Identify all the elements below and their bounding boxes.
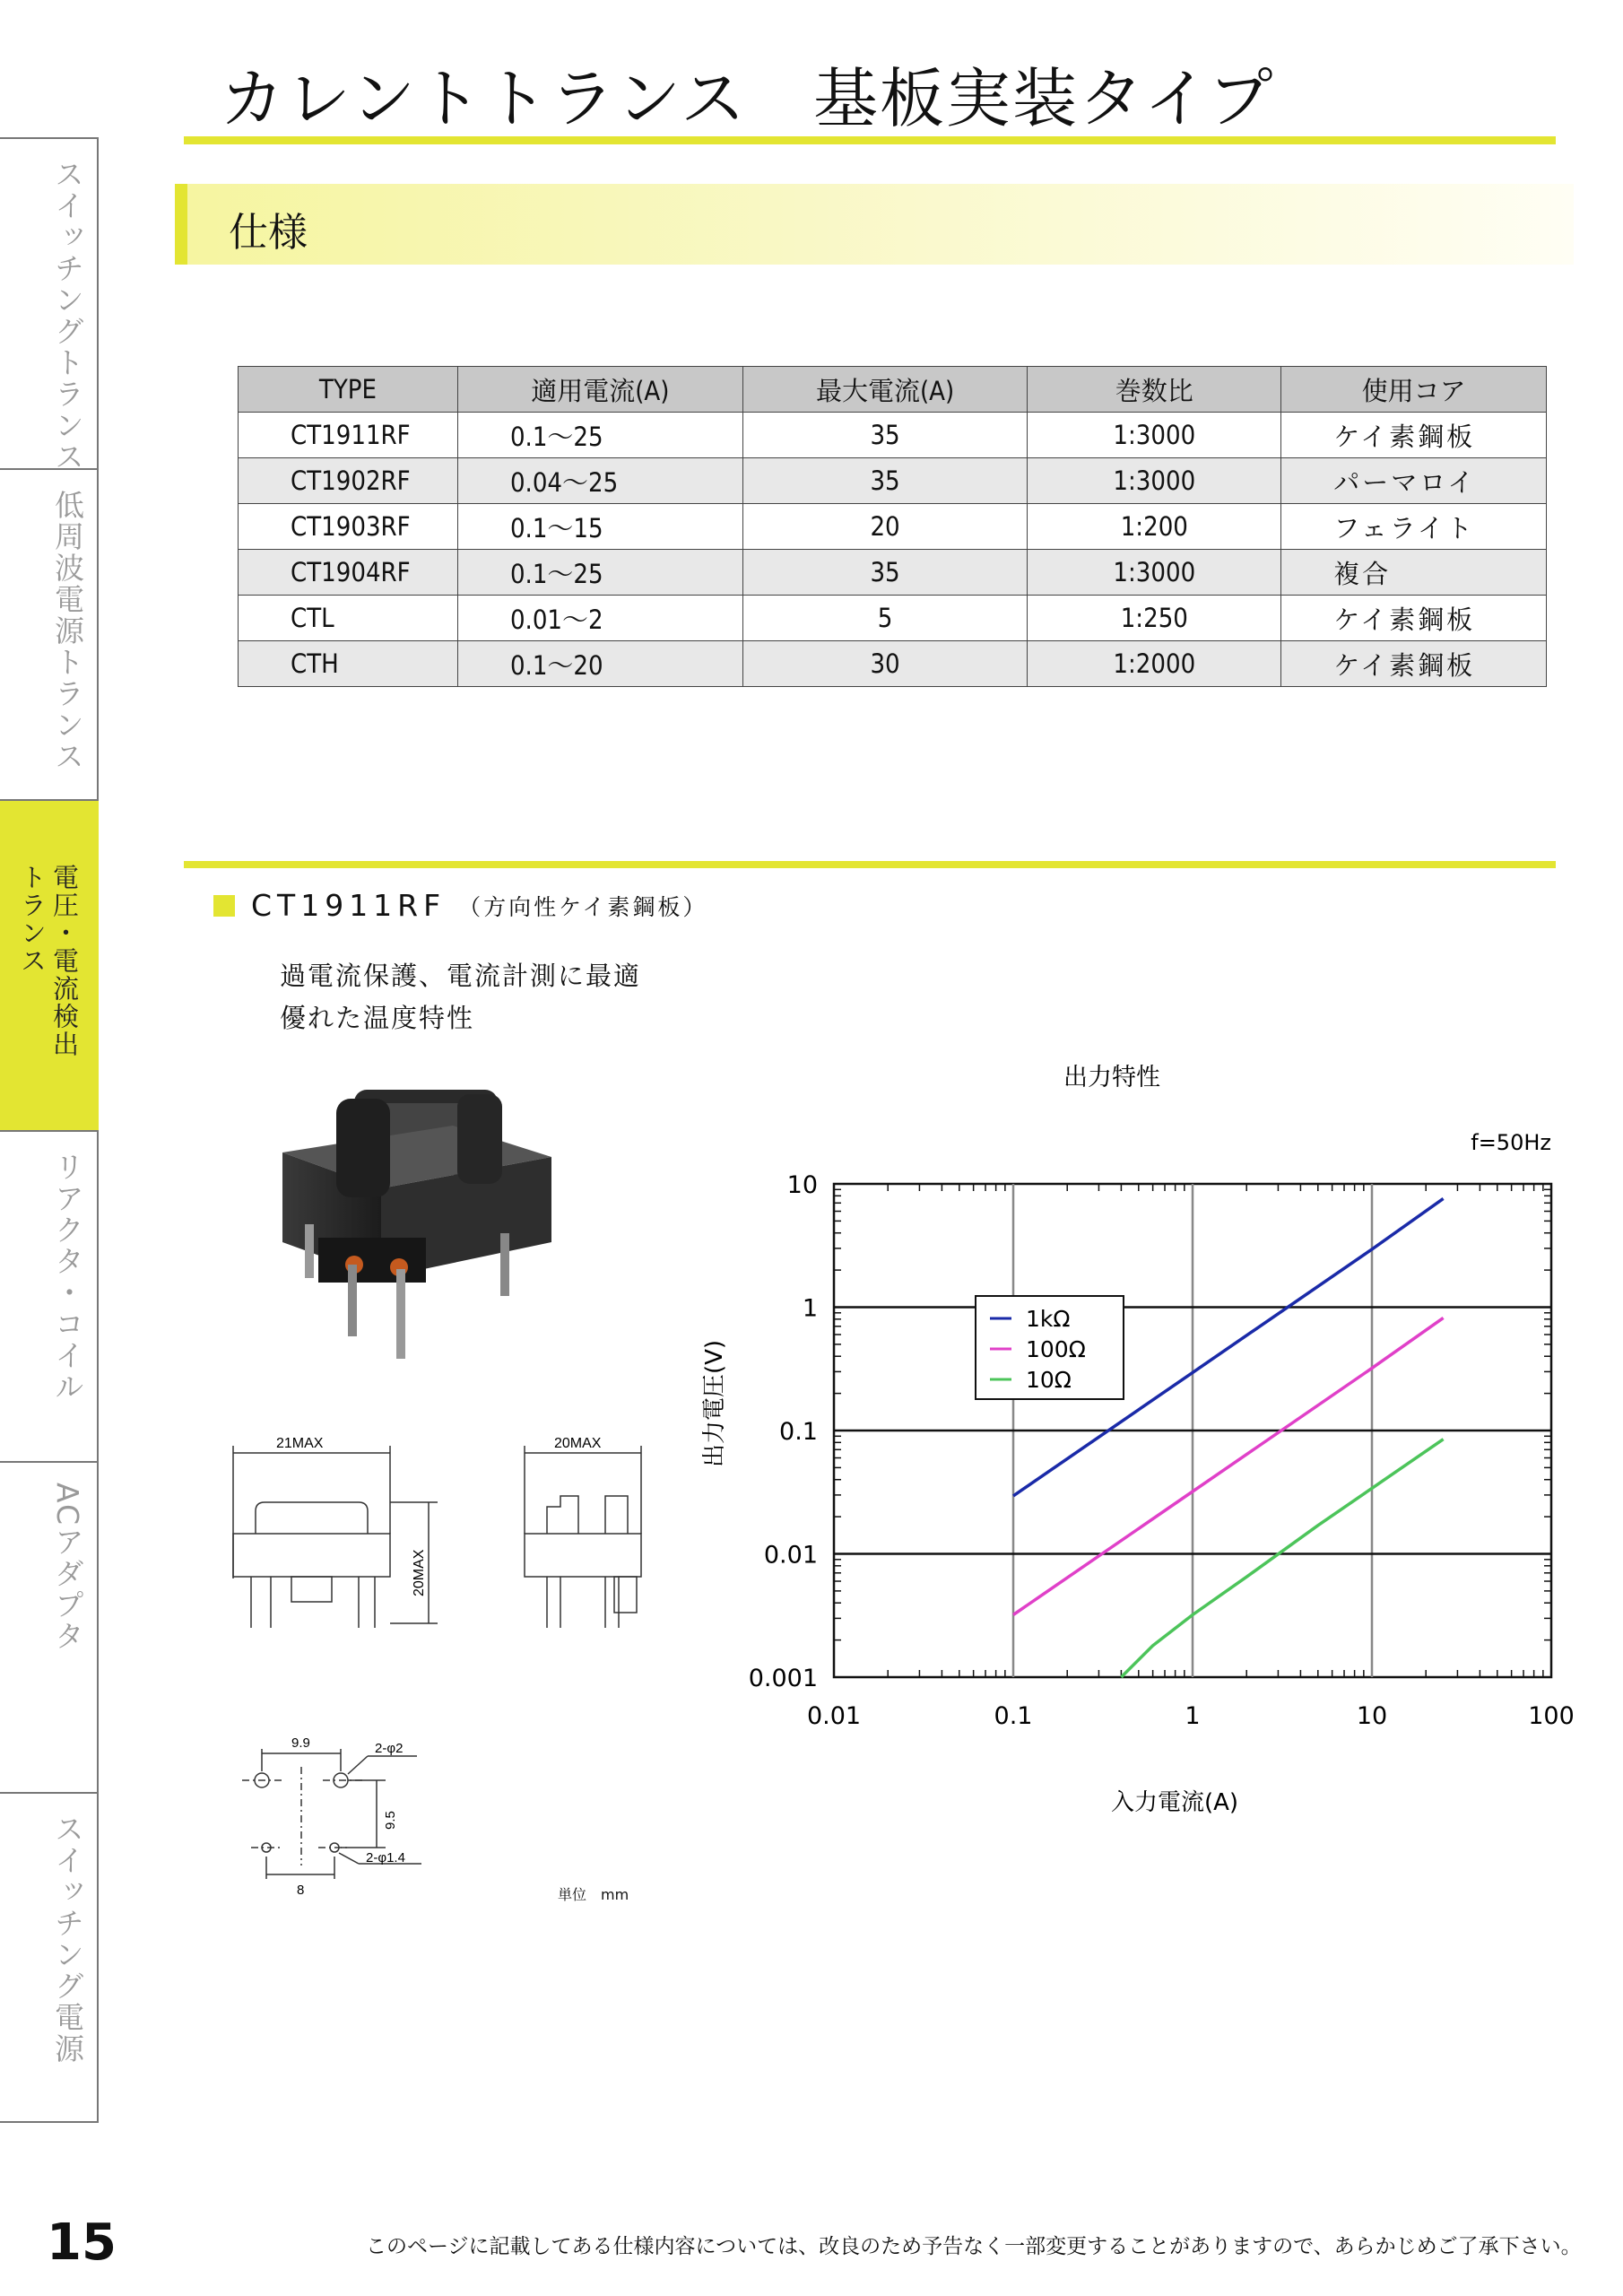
x-tick-label: 10	[1356, 1702, 1388, 1730]
sidebar-tab-low-frequency-transformer[interactable]	[0, 468, 99, 799]
cell-max-current: 30	[742, 641, 1028, 687]
cell-turns-ratio: 1:2000	[1028, 641, 1281, 687]
header-max-current: 最大電流(A)	[742, 367, 1028, 413]
sidebar-tab-ac-adapter[interactable]	[0, 1461, 99, 1792]
table-row	[239, 458, 1547, 504]
sidebar-tab-detection-transformer[interactable]	[0, 799, 99, 1130]
header-applied-current: 適用電流(A)	[457, 367, 742, 413]
sidebar-tab-label: スイッチング電源	[50, 1813, 85, 2065]
product-bullet-square	[213, 895, 235, 917]
sidebar-tab-label: 低周波電源トランス	[50, 490, 85, 772]
x-tick-label: 0.1	[994, 1702, 1033, 1730]
cell-applied-current: 0.01～2	[457, 596, 742, 641]
product-feature: 過電流保護、電流計測に最適	[280, 961, 642, 991]
cell-core: ケイ素鋼板	[1281, 641, 1547, 687]
chart-legend	[976, 1296, 1124, 1399]
dim-pitch-y-label: 9.5	[383, 1811, 398, 1830]
unit-note: 単位 mm	[558, 1886, 629, 1903]
cell-turns-ratio: 1:200	[1028, 504, 1281, 550]
cell-turns-ratio: 1:250	[1028, 596, 1281, 641]
dim-hole-large-label: 2-φ2	[375, 1741, 404, 1756]
output-characteristic-chart	[681, 1049, 1587, 1839]
cell-core: ケイ素鋼板	[1281, 596, 1547, 641]
table-row	[239, 413, 1547, 458]
legend-label: 1kΩ	[1026, 1306, 1071, 1332]
section-title: 仕様	[229, 210, 308, 256]
y-tick-label: 0.001	[748, 1665, 818, 1692]
dim-hole-small-label: 2-φ1.4	[366, 1850, 405, 1866]
dim-pitch-x-label: 9.9	[291, 1735, 310, 1751]
cell-type: CT1911RF	[239, 413, 458, 458]
chart-grid	[834, 1184, 1551, 1677]
cell-applied-current: 0.1～25	[457, 413, 742, 458]
section-band	[175, 184, 1574, 265]
sidebar-tab-switching-power-supply[interactable]	[0, 1792, 99, 2123]
sidebar-tab-label-line2: トランス	[17, 864, 48, 975]
sidebar-tab-label: ACアダプタ	[50, 1483, 85, 1653]
sidebar-tab-switching-transformer[interactable]	[0, 137, 99, 473]
cell-applied-current: 0.1～15	[457, 504, 742, 550]
dim-width-label: 21MAX	[276, 1436, 324, 1451]
cell-type: CTH	[239, 641, 458, 687]
cell-max-current: 35	[742, 413, 1028, 458]
dim-depth-label: 20MAX	[554, 1436, 602, 1451]
header-turns-ratio: 巻数比	[1028, 367, 1281, 413]
title-rule	[184, 136, 1556, 144]
cell-applied-current: 0.1～25	[457, 550, 742, 596]
table-row	[239, 504, 1547, 550]
x-axis-label: 入力電流(A)	[1110, 1789, 1239, 1816]
sidebar-tab-label: リアクタ・コイル	[50, 1152, 85, 1403]
footer-note: このページに記載してある仕様内容については、改良のため予告なく一部変更することがありますので、あらかじめご了承下さい。	[366, 2235, 1582, 2258]
cell-type: CT1902RF	[239, 458, 458, 504]
product-header	[213, 888, 707, 923]
x-tick-labels	[807, 1702, 1575, 1730]
cell-turns-ratio: 1:3000	[1028, 458, 1281, 504]
cell-type: CT1903RF	[239, 504, 458, 550]
y-tick-labels	[749, 1171, 818, 1692]
product-photo	[269, 1072, 574, 1368]
dim-pitch-small-label: 8	[297, 1883, 305, 1898]
page-title: カレントトランス 基板実装タイプ	[220, 61, 1275, 136]
cell-max-current: 20	[742, 504, 1028, 550]
cell-max-current: 35	[742, 550, 1028, 596]
header-core: 使用コア	[1281, 367, 1547, 413]
y-tick-label: 1	[802, 1294, 818, 1323]
cell-core: パーマロイ	[1281, 458, 1547, 504]
cell-core: 複合	[1281, 550, 1547, 596]
x-tick-label: 0.01	[806, 1702, 862, 1730]
y-tick-label: 0.1	[779, 1418, 818, 1446]
legend-label: 100Ω	[1026, 1336, 1086, 1362]
table-row	[239, 550, 1547, 596]
spec-table	[238, 366, 1547, 687]
product-name: CT1911RF	[251, 888, 447, 923]
chart-annotation: f=50Hz	[1471, 1130, 1551, 1155]
cell-max-current: 35	[742, 458, 1028, 504]
dim-height-label: 20MAX	[412, 1549, 427, 1596]
table-row	[239, 596, 1547, 641]
y-tick-label: 10	[786, 1171, 818, 1199]
page-number: 15	[47, 2213, 117, 2272]
cell-turns-ratio: 1:3000	[1028, 413, 1281, 458]
sidebar-nav	[0, 137, 99, 2124]
mid-rule	[184, 861, 1556, 868]
series-line	[1121, 1439, 1443, 1677]
product-feature: 優れた温度特性	[280, 1003, 475, 1033]
cell-core: フェライト	[1281, 504, 1547, 550]
y-tick-label: 0.01	[763, 1541, 818, 1570]
cell-type: CTL	[239, 596, 458, 641]
cell-applied-current: 0.04～25	[457, 458, 742, 504]
dimension-drawing	[215, 1435, 717, 1937]
cell-applied-current: 0.1～20	[457, 641, 742, 687]
table-row	[239, 641, 1547, 687]
sidebar-tab-label-line1: 電圧・電流検出	[49, 864, 80, 1058]
cell-type: CT1904RF	[239, 550, 458, 596]
header-type: TYPE	[239, 367, 458, 413]
y-axis-label: 出力電圧(V)	[701, 1339, 728, 1468]
cell-turns-ratio: 1:3000	[1028, 550, 1281, 596]
sidebar-tab-reactor-coil[interactable]	[0, 1130, 99, 1461]
chart-series	[1013, 1198, 1444, 1677]
x-tick-label: 1	[1185, 1702, 1201, 1730]
cell-max-current: 5	[742, 596, 1028, 641]
x-tick-label: 100	[1528, 1702, 1575, 1730]
sidebar-tab-label: スイッチングトランス	[50, 159, 85, 473]
chart-title: 出力特性	[1063, 1064, 1160, 1091]
product-subtitle: （方向性ケイ素鋼板）	[458, 893, 708, 920]
cell-core: ケイ素鋼板	[1281, 413, 1547, 458]
table-header-row	[239, 367, 1547, 413]
legend-label: 10Ω	[1026, 1367, 1072, 1393]
